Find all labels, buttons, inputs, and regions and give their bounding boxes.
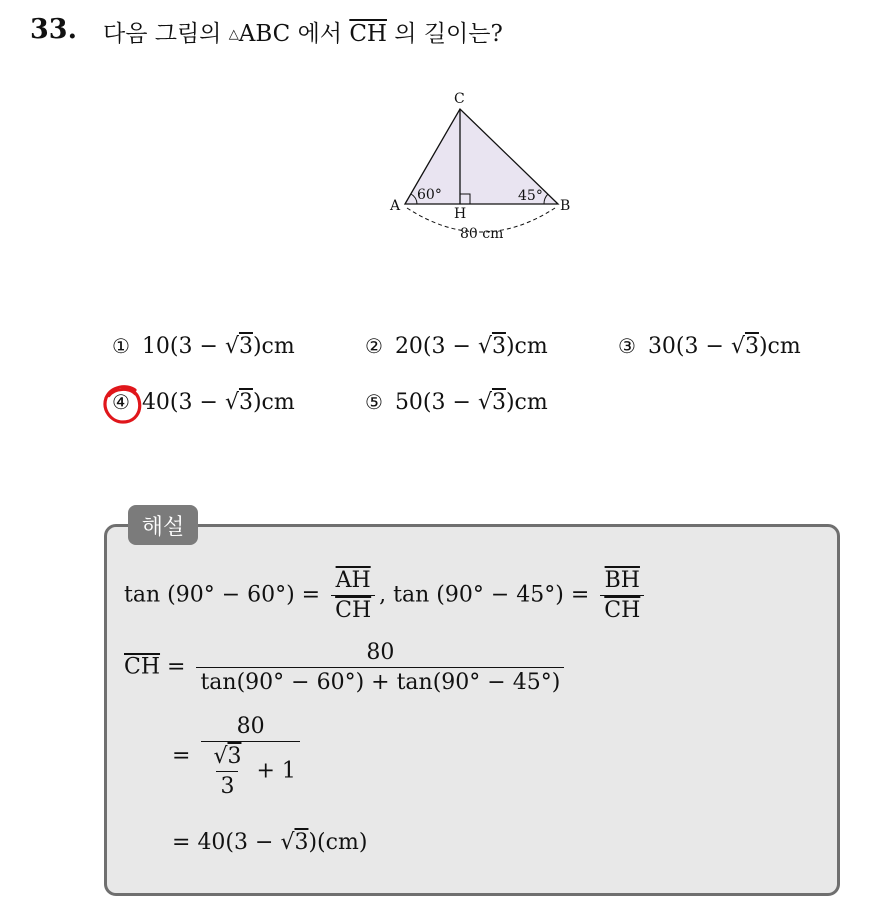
choice-5[interactable] [365,390,548,415]
solution-line-3 [172,714,304,799]
fraction-80-over-tan-sum [196,640,564,695]
choice-4-unit: )cm [252,390,295,415]
line3-num: 80 [236,714,265,739]
choice-3-unit: )cm [758,334,801,359]
vertex-label-c: C [454,91,465,107]
sqrt-symbol: √ [224,334,239,359]
question-number: 33. [30,14,77,45]
solution-line-2 [124,640,568,695]
line2-den: tan(90° − 60°) + tan(90° − 45°) [196,667,564,695]
choice-4-text: 40(3 − [141,390,225,415]
choice-2-text: 20(3 − [394,334,478,359]
solution-line-1 [124,568,648,623]
base-length-label: 80 cm [460,226,504,242]
line2-eq: = [167,654,186,680]
frac1-den: CH [331,595,375,623]
choice-5-mark: ⑤ [365,390,383,414]
fraction-80-over-sqrt3-plus-1 [201,714,299,799]
choice-2[interactable] [365,334,548,359]
choice-2-unit: )cm [505,334,548,359]
triangle-symbol: △ [228,27,239,42]
choice-5-text: 50(3 − [394,390,478,415]
choice-4-radicand: 3 [238,390,253,415]
line1-sep: , [379,582,387,608]
triangle-name: ABC [238,21,291,47]
sqrt-symbol: √ [730,334,745,359]
line3-inner-num [209,744,245,771]
line4-after: )(cm) [308,830,368,855]
choice-4-mark: ④ [112,390,130,414]
foot-label-h: H [454,206,467,222]
choice-2-mark: ② [365,334,383,358]
question-text-before: 다음 그림의 [103,21,222,47]
angle-label-b: 45° [518,188,543,204]
vertex-label-a: A [390,198,401,214]
sqrt-symbol: √ [477,390,492,415]
line2-lhs: $\overline{CH}$ [124,654,161,680]
choice-1[interactable] [112,334,295,359]
line4-radicand: 3 [294,830,309,855]
line3-eq: = [172,743,191,769]
sqrt-symbol: √ [224,390,239,415]
choice-2-radicand: 3 [491,334,506,359]
frac2-den: CH [600,595,644,623]
choice-3[interactable] [618,334,801,359]
line1-lhs1: tan (90° − 60°) = [124,582,321,608]
solution-line-4 [172,830,367,855]
frac2-num: $\overline{BH}$ [604,568,640,593]
line4-before: 40(3 − [197,830,281,855]
question-text [103,15,503,48]
line3-inner-den: 3 [216,771,238,799]
choice-5-unit: )cm [505,390,548,415]
frac1-num: $\overline{AH}$ [335,568,371,593]
sqrt-symbol: √ [280,830,295,855]
line2-num: 80 [366,640,395,665]
line3-plus-one: + 1 [256,758,296,784]
triangle-figure [380,84,580,249]
sqrt-symbol: √ [213,744,228,769]
choice-1-mark: ① [112,334,130,358]
segment-ch: $\overline{CH}$ [349,21,387,47]
answer-circle-mark [101,382,145,426]
vertex-label-b: B [560,198,571,214]
fraction-sqrt3-over-3 [209,744,245,799]
choice-3-mark: ③ [618,334,636,358]
question-text-after: 의 길이는? [394,21,503,47]
question-text-mid: 에서 [297,21,343,47]
choice-3-radicand: 3 [744,334,759,359]
choice-3-text: 30(3 − [647,334,731,359]
angle-label-a: 60° [417,187,442,203]
choice-1-text: 10(3 − [141,334,225,359]
line3-inner-radicand: 3 [227,744,242,769]
line3-den [201,741,299,799]
line1-lhs2: tan (90° − 45°) = [393,582,590,608]
choice-1-radicand: 3 [238,334,253,359]
choice-5-radicand: 3 [491,390,506,415]
choice-1-unit: )cm [252,334,295,359]
sqrt-symbol: √ [477,334,492,359]
fraction-ah-ch [331,568,375,623]
fraction-bh-ch [600,568,644,623]
solution-tab: 해설 [128,505,198,545]
line4-eq: = [172,830,191,855]
